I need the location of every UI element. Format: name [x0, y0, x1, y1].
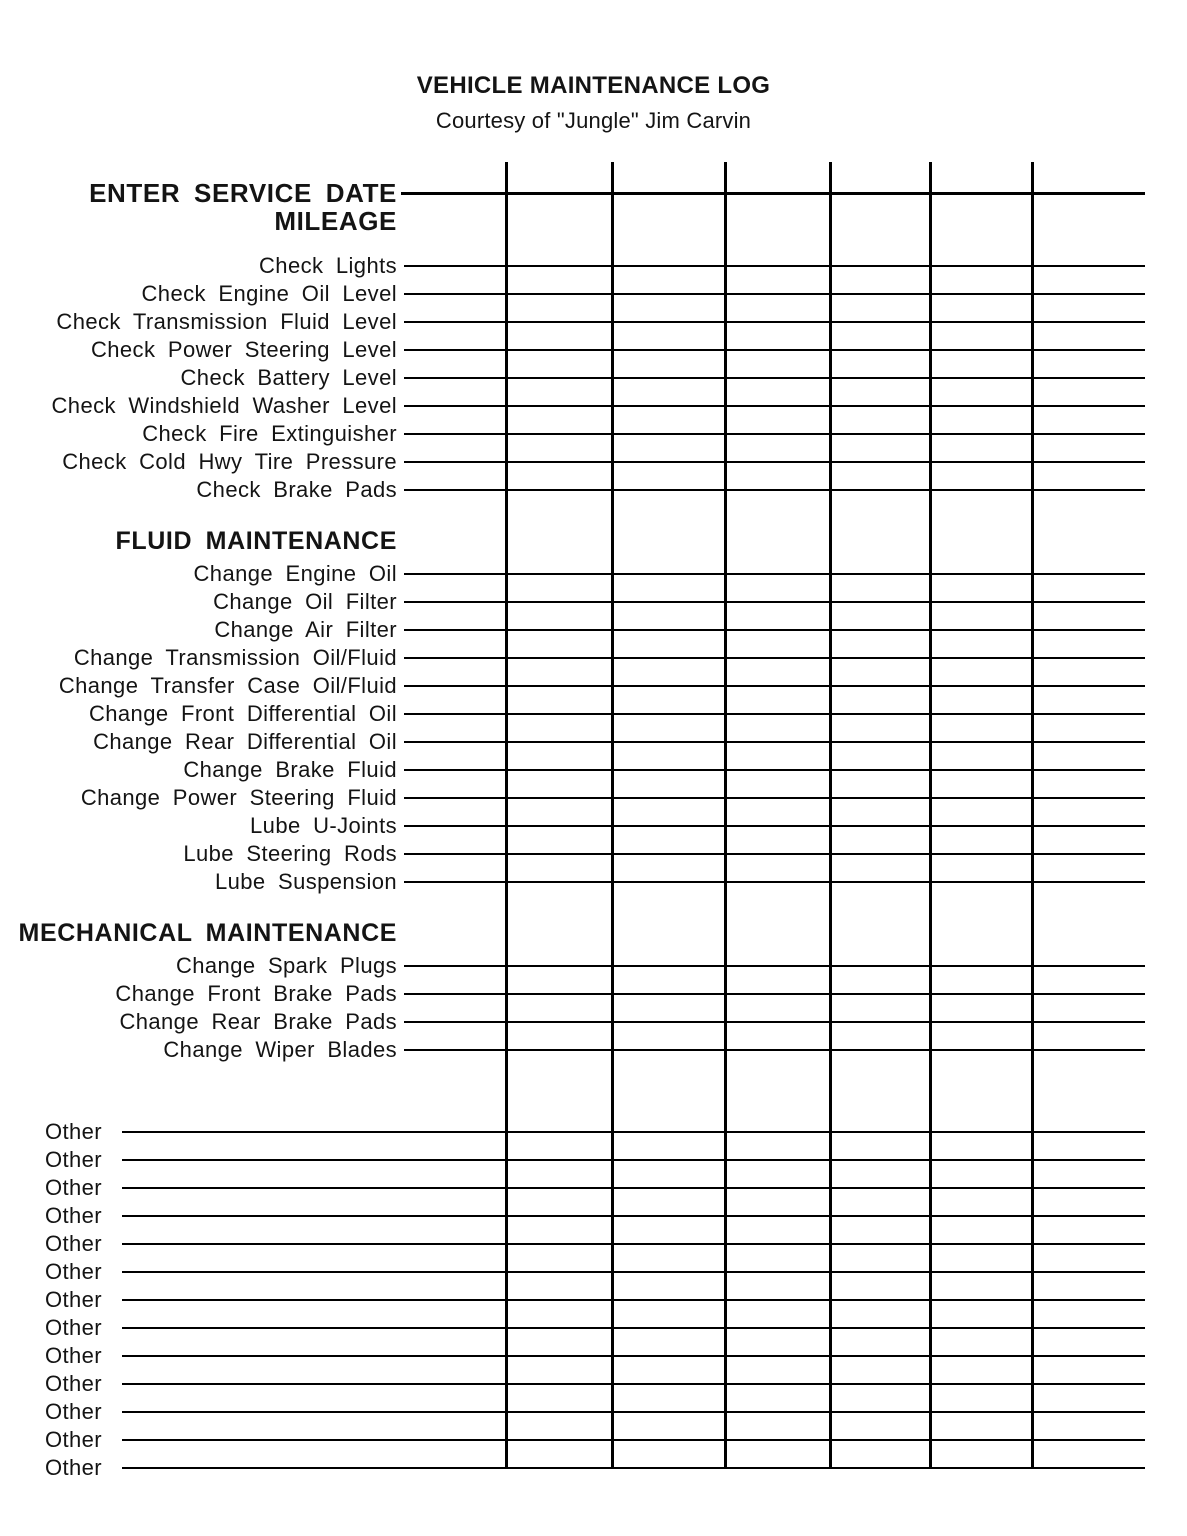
entry-line — [404, 321, 1145, 323]
other-row — [0, 1258, 1145, 1286]
entry-line — [122, 1215, 1145, 1217]
entry-line — [404, 797, 1145, 799]
item-row — [0, 364, 1145, 392]
other-row — [0, 1118, 1145, 1146]
item-label: Lube U-Joints — [250, 813, 397, 838]
other-row — [0, 1202, 1145, 1230]
other-label: Other — [45, 1399, 103, 1424]
other-row — [0, 1146, 1145, 1174]
other-row — [0, 1174, 1145, 1202]
item-label: Check Lights — [259, 253, 397, 278]
entry-line — [122, 1159, 1145, 1161]
item-label: Check Battery Level — [180, 365, 397, 390]
entry-line — [404, 489, 1145, 491]
item-label: Change Transfer Case Oil/Fluid — [58, 673, 397, 698]
item-label: Change Rear Differential Oil — [93, 729, 397, 754]
entry-line — [404, 349, 1145, 351]
entry-line — [404, 1049, 1145, 1051]
item-row — [0, 868, 1145, 896]
section-rows — [0, 560, 1145, 896]
entry-line — [122, 1131, 1145, 1133]
other-label: Other — [45, 1455, 103, 1480]
service-date-header-row — [0, 179, 1145, 207]
item-row — [0, 252, 1145, 280]
item-label: Check Engine Oil Level — [141, 281, 397, 306]
item-row — [0, 336, 1145, 364]
section-rows — [0, 952, 1145, 1064]
other-label: Other — [45, 1315, 103, 1340]
other-label: Other — [45, 1231, 103, 1256]
entry-line — [404, 461, 1145, 463]
item-row — [0, 308, 1145, 336]
entry-line — [404, 433, 1145, 435]
other-row — [0, 1286, 1145, 1314]
entry-line — [122, 1355, 1145, 1357]
other-label: Other — [45, 1287, 103, 1312]
item-row — [0, 728, 1145, 756]
entry-line — [404, 293, 1145, 295]
item-label: Check Transmission Fluid Level — [56, 309, 397, 334]
entry-line — [122, 1439, 1145, 1441]
other-row — [0, 1398, 1145, 1426]
item-row — [0, 560, 1145, 588]
other-row — [0, 1426, 1145, 1454]
other-label: Other — [45, 1371, 103, 1396]
item-row — [0, 280, 1145, 308]
section-rows — [0, 252, 1145, 504]
other-label: Other — [45, 1427, 103, 1452]
item-label: Lube Suspension — [214, 869, 397, 894]
item-row — [0, 1036, 1145, 1064]
item-row — [0, 1008, 1145, 1036]
item-label: Change Spark Plugs — [176, 953, 397, 978]
item-row — [0, 784, 1145, 812]
entry-line — [122, 1187, 1145, 1189]
item-label: Change Power Steering Fluid — [80, 785, 397, 810]
item-row — [0, 840, 1145, 868]
entry-line — [122, 1243, 1145, 1245]
item-row — [0, 952, 1145, 980]
other-row — [0, 1370, 1145, 1398]
entry-line — [404, 265, 1145, 267]
entry-line — [404, 741, 1145, 743]
item-row — [0, 420, 1145, 448]
item-label: Change Air Filter — [214, 617, 397, 642]
item-row — [0, 980, 1145, 1008]
entry-line — [122, 1299, 1145, 1301]
other-label: Other — [45, 1119, 103, 1144]
other-row — [0, 1230, 1145, 1258]
item-row — [0, 476, 1145, 504]
entry-line — [122, 1271, 1145, 1273]
entry-line — [122, 1327, 1145, 1329]
entry-line — [404, 881, 1145, 883]
section-heading-label: MECHANICAL MAINTENANCE — [18, 918, 397, 947]
item-label: Check Windshield Washer Level — [51, 393, 397, 418]
item-row — [0, 700, 1145, 728]
item-row — [0, 756, 1145, 784]
entry-line — [404, 965, 1145, 967]
entry-line — [404, 601, 1145, 603]
other-rows — [0, 1118, 1145, 1482]
form-body — [0, 179, 1145, 1482]
entry-line — [122, 1383, 1145, 1385]
entry-line — [404, 993, 1145, 995]
entry-line — [404, 685, 1145, 687]
other-label: Other — [45, 1147, 103, 1172]
item-row — [0, 588, 1145, 616]
entry-line — [122, 1411, 1145, 1413]
item-label: Check Power Steering Level — [91, 337, 397, 362]
item-label: Change Oil Filter — [213, 589, 397, 614]
item-row — [0, 392, 1145, 420]
item-label: Change Rear Brake Pads — [119, 1009, 397, 1034]
entry-line — [404, 573, 1145, 575]
section-heading-label: FLUID MAINTENANCE — [115, 526, 397, 555]
item-label: Change Brake Fluid — [183, 757, 397, 782]
other-label: Other — [45, 1175, 103, 1200]
entry-line — [404, 825, 1145, 827]
other-label: Other — [45, 1343, 103, 1368]
other-label: Other — [45, 1259, 103, 1284]
item-row — [0, 672, 1145, 700]
other-row — [0, 1342, 1145, 1370]
entry-line — [404, 853, 1145, 855]
item-label: Check Cold Hwy Tire Pressure — [62, 449, 397, 474]
item-row — [0, 448, 1145, 476]
service-date-header-line — [401, 192, 1145, 195]
form-sections — [0, 252, 1145, 1064]
entry-line — [404, 377, 1145, 379]
title-block — [0, 72, 1187, 134]
item-label: Lube Steering Rods — [183, 841, 397, 866]
item-row — [0, 616, 1145, 644]
other-row — [0, 1314, 1145, 1342]
service-date-header-label: ENTER SERVICE DATE — [89, 177, 397, 208]
item-row — [0, 812, 1145, 840]
entry-line — [404, 1021, 1145, 1023]
entry-line — [404, 769, 1145, 771]
page-title: VEHICLE MAINTENANCE LOG — [416, 72, 771, 99]
entry-line — [404, 713, 1145, 715]
item-label: Change Engine Oil — [193, 561, 397, 586]
item-label: Change Front Brake Pads — [115, 981, 397, 1006]
item-label: Change Front Differential Oil — [89, 701, 397, 726]
other-label: Other — [45, 1203, 103, 1228]
item-label: Check Fire Extinguisher — [142, 421, 397, 446]
entry-line — [404, 405, 1145, 407]
entry-line — [404, 629, 1145, 631]
item-label: Change Transmission Oil/Fluid — [73, 645, 397, 670]
other-row — [0, 1454, 1145, 1482]
item-label: Check Brake Pads — [196, 477, 397, 502]
item-row — [0, 644, 1145, 672]
mileage-header-label: MILEAGE — [274, 205, 397, 236]
page-subtitle: Courtesy of "Jungle" Jim Carvin — [435, 108, 752, 133]
section-heading-row — [0, 919, 1145, 947]
item-label: Change Wiper Blades — [163, 1037, 397, 1062]
entry-line — [404, 657, 1145, 659]
entry-line — [122, 1467, 1145, 1469]
section-heading-row — [0, 527, 1145, 555]
mileage-header-row — [0, 207, 1145, 235]
